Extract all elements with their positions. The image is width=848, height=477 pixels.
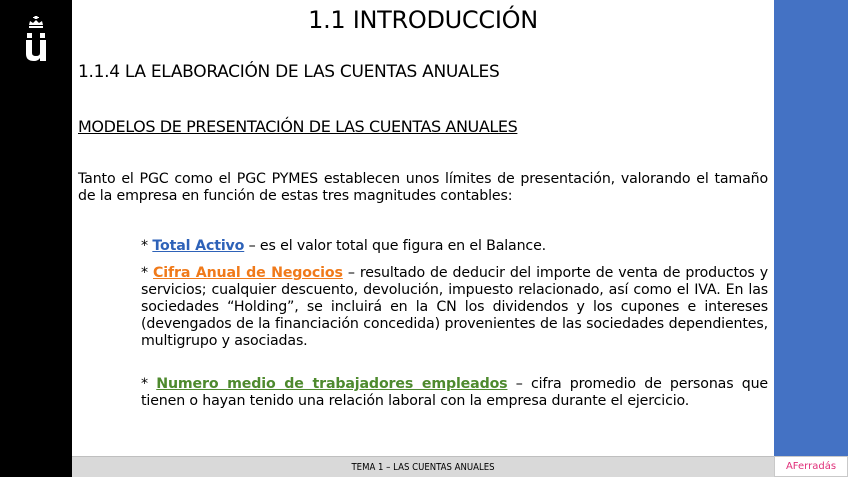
- university-crest-icon: [22, 14, 50, 64]
- bullet-text: – es el valor total que figura en el Balance.: [244, 238, 547, 254]
- bullet-cifra-anual: [141, 265, 768, 350]
- slide-title: 1.1 INTRODUCCIÓN: [308, 6, 538, 34]
- right-sidebar-bar: [774, 0, 848, 456]
- bullet-total-activo: [141, 238, 768, 255]
- author-label: AFerradás: [774, 456, 848, 477]
- term-numero-medio: Numero medio de trabajadores empleados: [156, 376, 508, 392]
- bullet-marker: *: [141, 265, 148, 281]
- bullet-numero-medio: [141, 376, 768, 410]
- slide-footer: TEMA 1 – LAS CUENTAS ANUALES: [72, 456, 774, 477]
- bullet-marker: *: [141, 376, 148, 392]
- section-heading: 1.1.4 LA ELABORACIÓN DE LAS CUENTAS ANUALES: [78, 62, 500, 82]
- left-sidebar-bar: [0, 0, 72, 477]
- intro-paragraph: Tanto el PGC como el PGC PYMES establecen unos límites de presentación, valorando el tamaño de la empresa en función de estas tres magnitudes contables:: [78, 171, 768, 204]
- bullet-text: – resultado de deducir del importe de venta de productos y servicios; cualquier descuento, devolución, impuesto relacionado, así como el IVA. En las sociedades “Holding”, se incluirá en la CN los dividendos y los cupones e intereses (devengados de la financiación concedida) provenientes de las sociedades dependientes, multigrupo y asociadas.: [141, 265, 768, 349]
- subheading: MODELOS DE PRESENTACIÓN DE LAS CUENTAS ANUALES: [78, 117, 518, 136]
- bullet-marker: *: [141, 238, 148, 254]
- term-cifra-anual: Cifra Anual de Negocios: [153, 265, 343, 281]
- term-total-activo: Total Activo: [152, 238, 245, 254]
- bullet-text: – cifra promedio de personas que tienen o hayan tenido una relación laboral con la empresa durante el ejercicio.: [141, 376, 768, 409]
